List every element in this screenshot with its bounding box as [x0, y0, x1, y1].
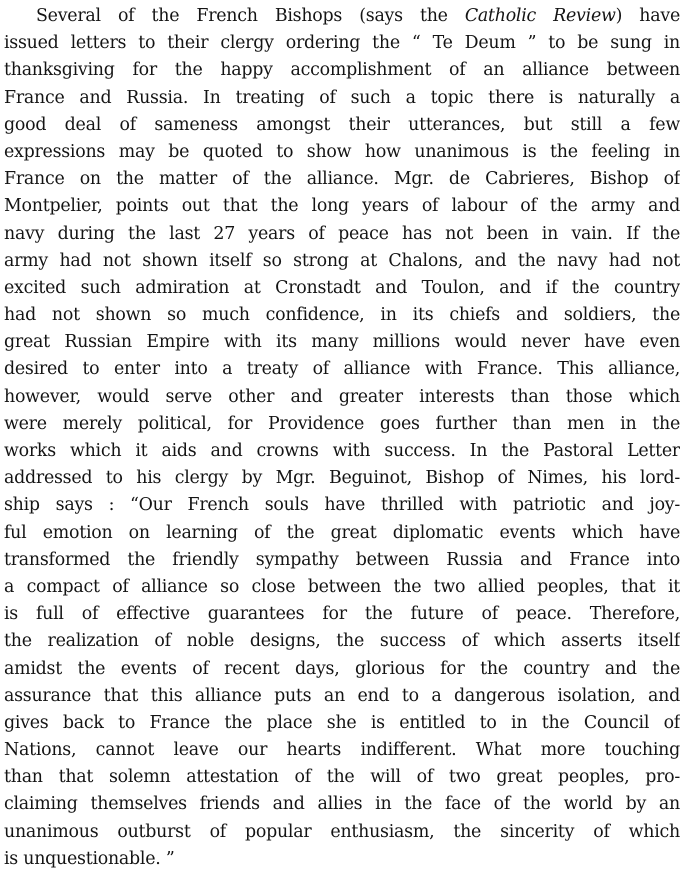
text-line: army had not shown itself so strong at Chalons, and the navy had not — [4, 250, 680, 271]
text-line: transformed the friendly sympathy between Russia and France into — [4, 549, 680, 570]
text-line: addressed to his clergy by Mgr. Beguinot, Bishop of Nimes, his lord- — [4, 468, 680, 489]
text-line: works which it aids and crowns with success. In the Pastoral Letter — [4, 441, 680, 461]
text-line: France and Russia. In treating of such a topic there is naturally a — [4, 87, 680, 108]
text-line: the realization of noble designs, the success of which asserts itself — [4, 631, 680, 652]
text-line: a compact of alliance so close between the two allied peoples, that it — [4, 576, 680, 597]
text-line: assurance that this alliance puts an end to a dangerous isolation, and — [4, 685, 680, 706]
text-segment: ) have — [615, 6, 680, 26]
text-line: than that solemn attestation of the will of two great peoples, pro- — [4, 767, 680, 788]
text-line: is unquestionable. ” — [4, 848, 175, 869]
publication-title: Catholic Review — [464, 6, 616, 26]
text-line: navy during the last 27 years of peace has not been in vain. If the — [4, 223, 680, 244]
text-line: expressions may be quoted to show how unanimous is the feeling in — [4, 141, 680, 162]
article-paragraph — [4, 3, 680, 873]
text-line: ship says : “Our French souls have thrilled with patriotic and joy- — [4, 495, 680, 516]
text-line: France on the matter of the alliance. Mgr. de Cabrieres, Bishop of — [4, 169, 680, 190]
text-line: amidst the events of recent days, glorious for the country and the — [4, 658, 680, 679]
text-line: great Russian Empire with its many millions would never have even — [4, 332, 680, 353]
text-line: desired to enter into a treaty of alliance with France. This alliance, — [4, 359, 680, 380]
text-line: good deal of sameness amongst their utterances, but still a few — [4, 114, 680, 135]
text-line: issued letters to their clergy ordering the “ Te Deum ” to be sung in — [4, 33, 680, 54]
text-line: Montpelier, points out that the long years of labour of the army and — [4, 196, 680, 217]
text-line: is full of effective guarantees for the future of peace. Therefore, — [4, 604, 680, 625]
text-line: were merely political, for Providence goes further than men in the — [4, 413, 680, 434]
text-segment: Several of the French Bishops (says the — [36, 6, 465, 26]
text-line: ful emotion on learning of the great diplomatic events which have — [4, 522, 680, 543]
text-line: gives back to France the place she is entitled to in the Council of — [4, 712, 680, 733]
text-line: excited such admiration at Cronstadt and Toulon, and if the country — [4, 277, 680, 298]
text-line: claiming themselves friends and allies in the face of the world by an — [4, 794, 680, 815]
text-line: had not shown so much confidence, in its chiefs and soldiers, the — [4, 305, 680, 326]
text-line: however, would serve other and greater interests than those which — [4, 386, 680, 407]
text-line: unanimous outburst of popular enthusiasm, the sincerity of which — [4, 821, 680, 842]
text-line — [4, 3, 680, 30]
text-line: thanksgiving for the happy accomplishment of an alliance between — [4, 60, 680, 81]
text-line: Nations, cannot leave our hearts indifferent. What more touching — [4, 740, 680, 761]
